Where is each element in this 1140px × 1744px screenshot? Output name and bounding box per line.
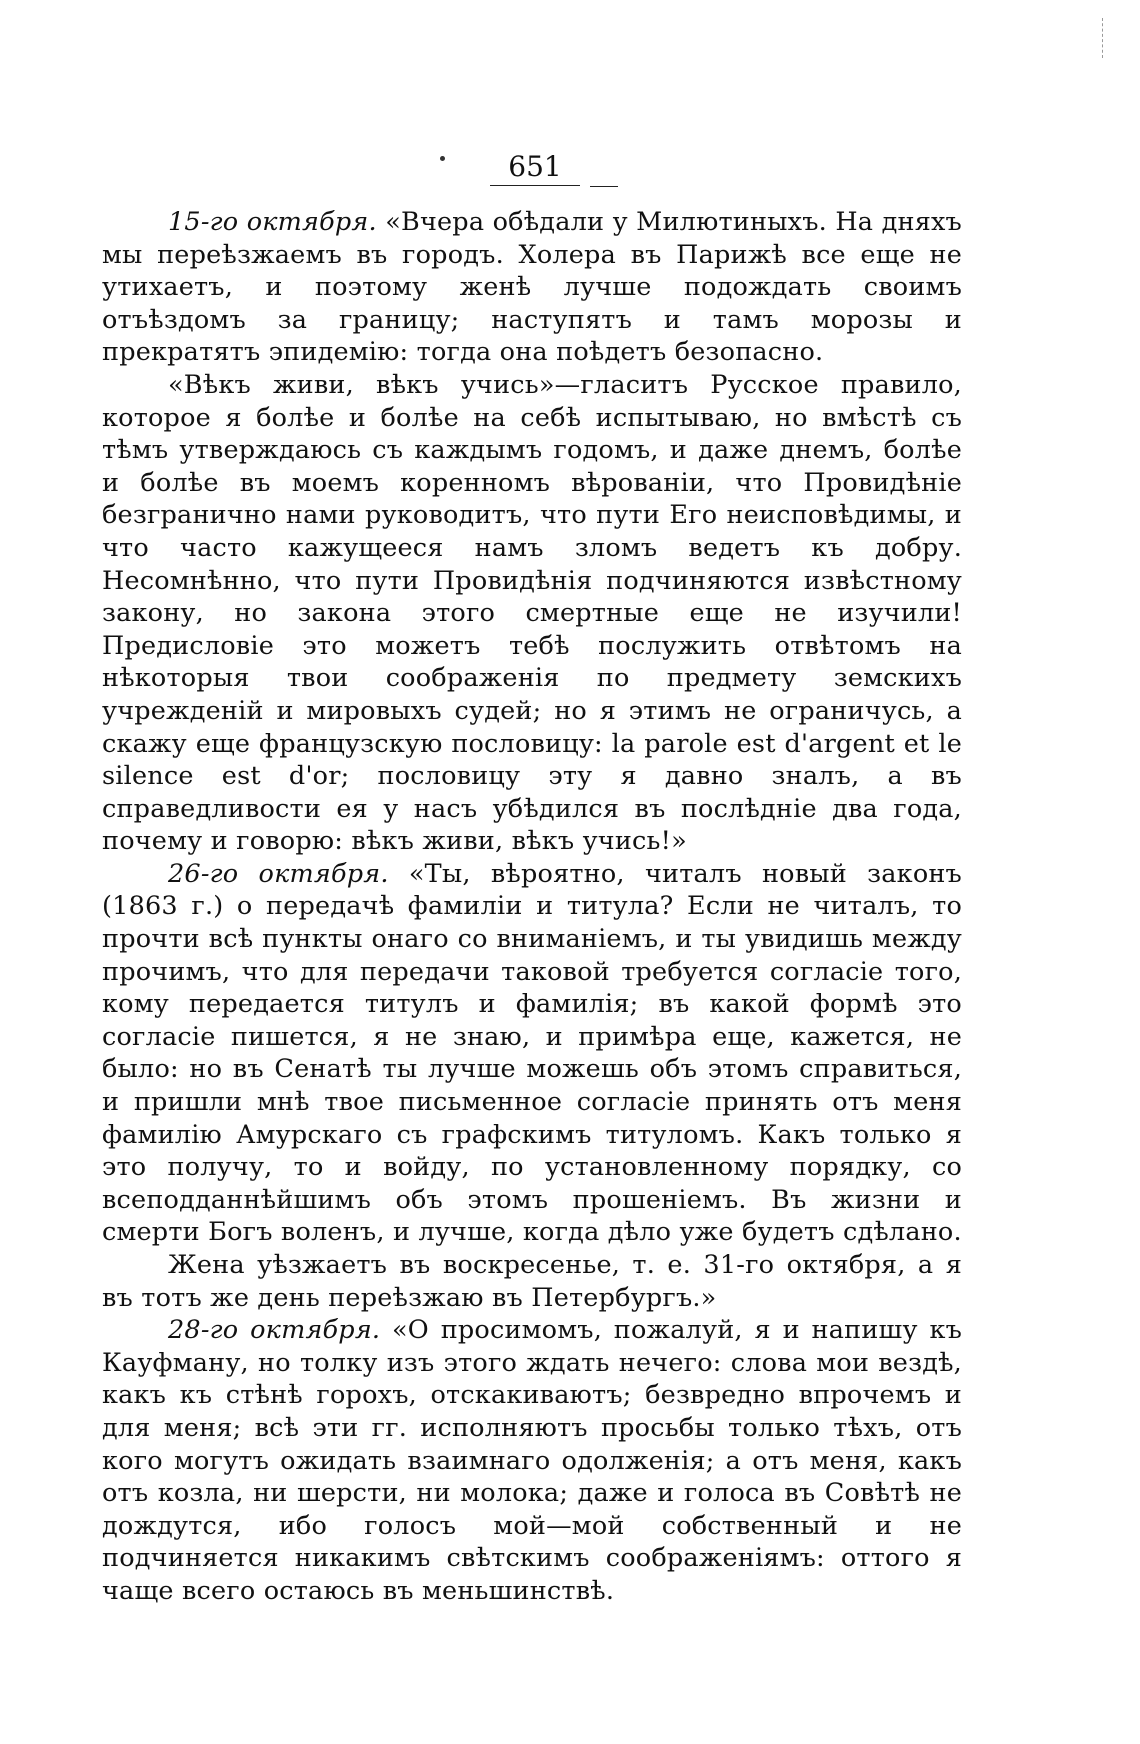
paragraph-3 [102, 858, 962, 1249]
entry-date: 28-го октября. [168, 1315, 381, 1346]
paragraph-text: «Вѣкъ живи, вѣкъ учись»—гласитъ Русское правило, которое я болѣе и болѣе на себѣ испытываю, но вмѣстѣ съ тѣмъ утверждаюсь съ каждымъ годомъ, и даже днемъ, болѣе и болѣе въ моемъ коренномъ вѣрованіи, что Провидѣніе безгранично нами руководитъ, что пути Его неисповѣдимы, и что часто кажущееся намъ зломъ ведетъ къ добру. Несомнѣнно, что пути Провидѣнія подчиняются извѣстному закону, но закона этого смертные еще не изучили! Предисловіе это можетъ тебѣ послужить отвѣтомъ на нѣкоторыя твои соображенія по предмету земскихъ учрежденій и мировыхъ судей; но я этимъ не ограничусь, а скажу еще французскую пословицу: la parole est d'argent et le silence est d'or; пословицу эту я давно зналъ, а въ справедливости ея у насъ убѣдился въ послѣдніе два года, почему и говорю: вѣкъ живи, вѣкъ учись!» [102, 369, 962, 857]
page-number: 651 [490, 150, 580, 186]
paragraph-text: «Ты, вѣроятно, читалъ новый законъ (1863 г.) о передачѣ фамиліи и титула? Если не читалъ, то прочти всѣ пункты онаго со вниманіемъ, и ты увидишь между прочимъ, что для передачи таковой требуется согласіе того, кому передается титулъ и фамилія; въ какой формѣ это согласіе пишется, я не знаю, и примѣра еще, кажется, не было: но въ Сенатѣ ты лучше можешь объ этомъ справиться, и пришли мнѣ твое письменное согласіе принять отъ меня фамилію Амурскаго съ графскимъ титуломъ. Какъ только я это получу, то и войду, по установленному порядку, со всеподданнѣйшимъ объ этомъ прошеніемъ. Въ жизни и смерти Богъ воленъ, и лучше, когда дѣло уже будетъ сдѣлано. [102, 858, 962, 1248]
paragraph-4 [102, 1249, 962, 1314]
paragraph-text: «О просимомъ, пожалуй, я и напишу къ Кауфману, но толку изъ этого ждать нечего: слова мои вездѣ, какъ къ стѣнѣ горохъ, отскакиваютъ; безвредно впрочемъ и для меня; всѣ эти гг. исполняютъ просьбы только тѣхъ, отъ кого могутъ ожидать взаимнаго одолженія; а отъ меня, какъ отъ козла, ни шерсти, ни молока; даже и голоса въ Совѣтѣ не дождутся, ибо голосъ мой—мой собственный и не подчиняется никакимъ свѣтскимъ соображеніямъ: оттого я чаще всего остаюсь въ меньшинствѣ. [102, 1315, 963, 1606]
page-number-rule [590, 186, 618, 187]
paragraph-5 [102, 1314, 962, 1607]
paragraph-1 [102, 206, 962, 369]
scan-edge-mark [1102, 18, 1104, 58]
body-text [102, 206, 962, 1608]
paragraph-text: «Вчера обѣдали у Милютиныхъ. На дняхъ мы переѣзжаемъ въ городъ. Холера въ Парижѣ все еще не утихаетъ, и поэтому женѣ лучше подождать своимъ отъѣздомъ за границу; наступятъ и тамъ морозы и прекратятъ эпидемію: тогда она поѣдетъ безопасно. [102, 207, 962, 368]
entry-date: 26-го октября. [168, 858, 389, 889]
ink-speck [440, 156, 445, 161]
paragraph-text: Жена уѣзжаетъ въ воскресенье, т. е. 31-го октября, а я въ тотъ же день переѣзжаю въ Петербургъ.» [102, 1250, 962, 1313]
entry-date: 15-го октября. [168, 207, 377, 237]
paragraph-2 [102, 369, 962, 858]
